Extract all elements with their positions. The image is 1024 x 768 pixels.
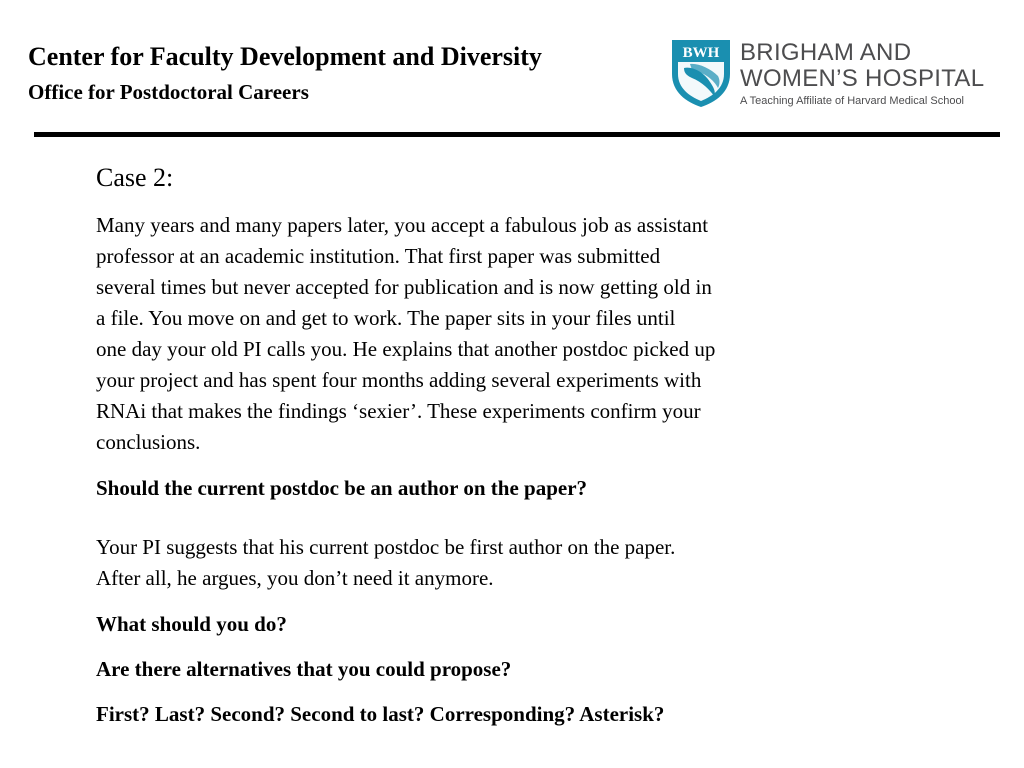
paragraph-line: one day your old PI calls you. He explains that another postdoc picked up xyxy=(96,337,716,361)
header-title: Center for Faculty Development and Diversity xyxy=(28,42,542,71)
case-heading: Case 2: xyxy=(96,163,174,192)
paragraph-line: Many years and many papers later, you accept a fabulous job as assistant xyxy=(96,213,709,237)
paragraph-line: a file. You move on and get to work. The paper sits in your files until xyxy=(96,306,676,330)
paragraph-line: After all, he argues, you don’t need it anymore. xyxy=(96,566,494,590)
logo-name-line1: BRIGHAM AND xyxy=(740,39,912,66)
paragraph-line: RNAi that makes the findings ‘sexier’. These experiments confirm your xyxy=(96,399,701,423)
question-author: Should the current postdoc be an author on the paper? xyxy=(96,476,588,500)
header-divider xyxy=(34,132,1000,137)
case-paragraph-2 xyxy=(96,532,876,594)
question-what-to-do: What should you do? xyxy=(96,612,287,636)
logo-tagline: A Teaching Affiliate of Harvard Medical School xyxy=(740,95,965,107)
paragraph-line: several times but never accepted for publication and is now getting old in xyxy=(96,275,712,299)
paragraph-line: professor at an academic institution. That first paper was submitted xyxy=(96,244,661,268)
header-subtitle: Office for Postdoctoral Careers xyxy=(28,80,309,104)
paragraph-line: Your PI suggests that his current postdoc be first author on the paper. xyxy=(96,535,676,559)
logo-shield-text: BWH xyxy=(682,45,720,61)
question-author-order: First? Last? Second? Second to last? Corresponding? Asterisk? xyxy=(96,702,665,726)
question-alternatives: Are there alternatives that you could propose? xyxy=(96,657,512,681)
logo-name-line2: WOMEN’S HOSPITAL xyxy=(740,65,985,92)
case-paragraph-1 xyxy=(96,210,876,458)
paragraph-line: your project and has spent four months adding several experiments with xyxy=(96,368,702,392)
paragraph-line: conclusions. xyxy=(96,430,201,454)
slide-content xyxy=(96,160,876,728)
bwh-logo xyxy=(670,38,1005,112)
bwh-shield-icon xyxy=(670,38,732,108)
